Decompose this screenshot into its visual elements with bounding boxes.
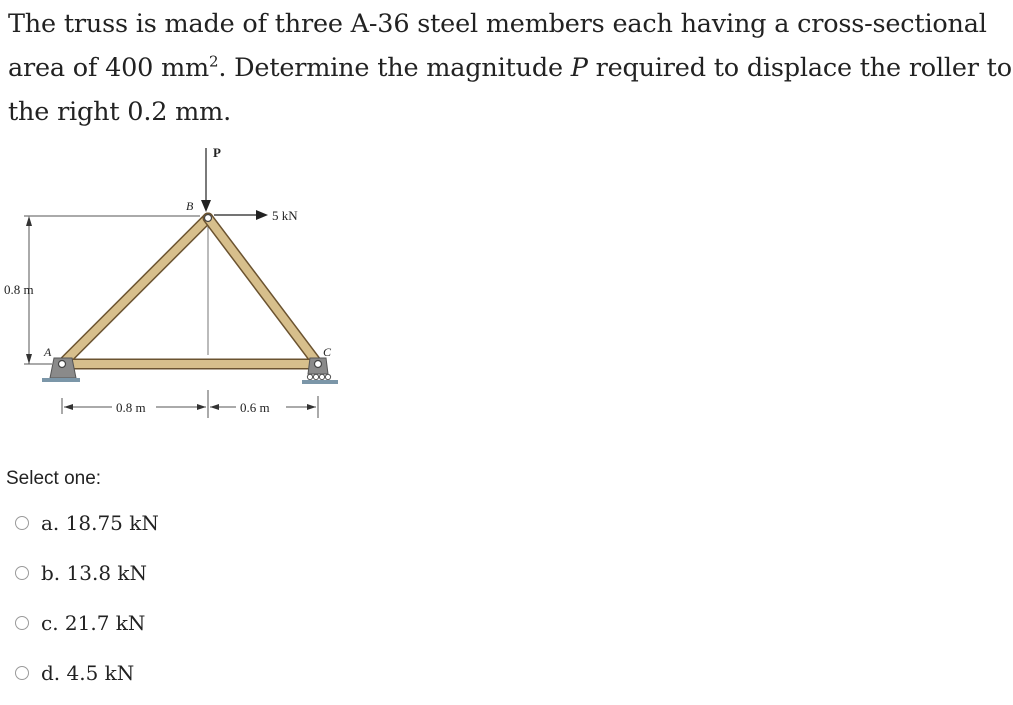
question-text-part-3: required to displace the roller to the right 0.2 mm.	[8, 53, 1012, 127]
select-one-label: Select one:	[6, 468, 102, 489]
horizontal-force-arrowhead	[256, 210, 268, 220]
pin-a	[59, 361, 66, 368]
horizontal-force-label: 5 kN	[272, 208, 298, 223]
variable-p: P	[570, 53, 588, 83]
question-text-part-2: . Determine the magnitude	[218, 53, 571, 83]
option-b[interactable]	[15, 555, 159, 591]
roller-wheel-2	[313, 374, 318, 379]
radio-button-d[interactable]	[15, 666, 29, 680]
right-span-dim-label: 0.6 m	[240, 400, 270, 415]
area-exponent: 2	[209, 52, 219, 71]
span-dim-arrow-4	[307, 404, 316, 410]
truss-figure	[0, 140, 380, 440]
pin-b	[205, 215, 212, 222]
option-d-label: d. 4.5 kN	[41, 661, 135, 685]
load-p-label: P	[213, 145, 221, 160]
node-c-label: C	[323, 345, 332, 359]
member-bc	[208, 218, 318, 364]
height-dim-arrow-bottom	[26, 354, 32, 364]
option-c[interactable]	[15, 605, 159, 641]
node-b-label: B	[186, 199, 194, 213]
roller-wheel-3	[319, 374, 324, 379]
pin-c	[315, 361, 322, 368]
span-dim-arrow-3	[210, 404, 219, 410]
height-dim-arrow-top	[26, 216, 32, 226]
load-p-arrowhead	[201, 200, 211, 212]
option-b-label: b. 13.8 kN	[41, 561, 148, 585]
question-text	[8, 2, 1012, 134]
left-span-dim-label: 0.8 m	[116, 400, 146, 415]
option-a[interactable]	[15, 505, 159, 541]
roller-wheel-1	[307, 374, 312, 379]
height-dim-label: 0.8 m	[4, 282, 34, 297]
span-dim-arrow-1	[64, 404, 73, 410]
span-dim-arrow-2	[197, 404, 206, 410]
option-c-label: c. 21.7 kN	[41, 611, 146, 635]
radio-button-c[interactable]	[15, 616, 29, 630]
ground-a	[42, 378, 80, 382]
question-text-part-1: The truss is made of three A-36 steel members each having a cross-sectional area of 400 mm	[8, 9, 987, 83]
radio-button-b[interactable]	[15, 566, 29, 580]
option-a-label: a. 18.75 kN	[41, 511, 159, 535]
ground-c	[302, 380, 338, 384]
answer-options	[15, 505, 159, 705]
member-ab	[62, 218, 208, 364]
node-a-label: A	[44, 345, 52, 359]
option-d[interactable]	[15, 655, 159, 691]
radio-button-a[interactable]	[15, 516, 29, 530]
roller-wheel-4	[325, 374, 330, 379]
